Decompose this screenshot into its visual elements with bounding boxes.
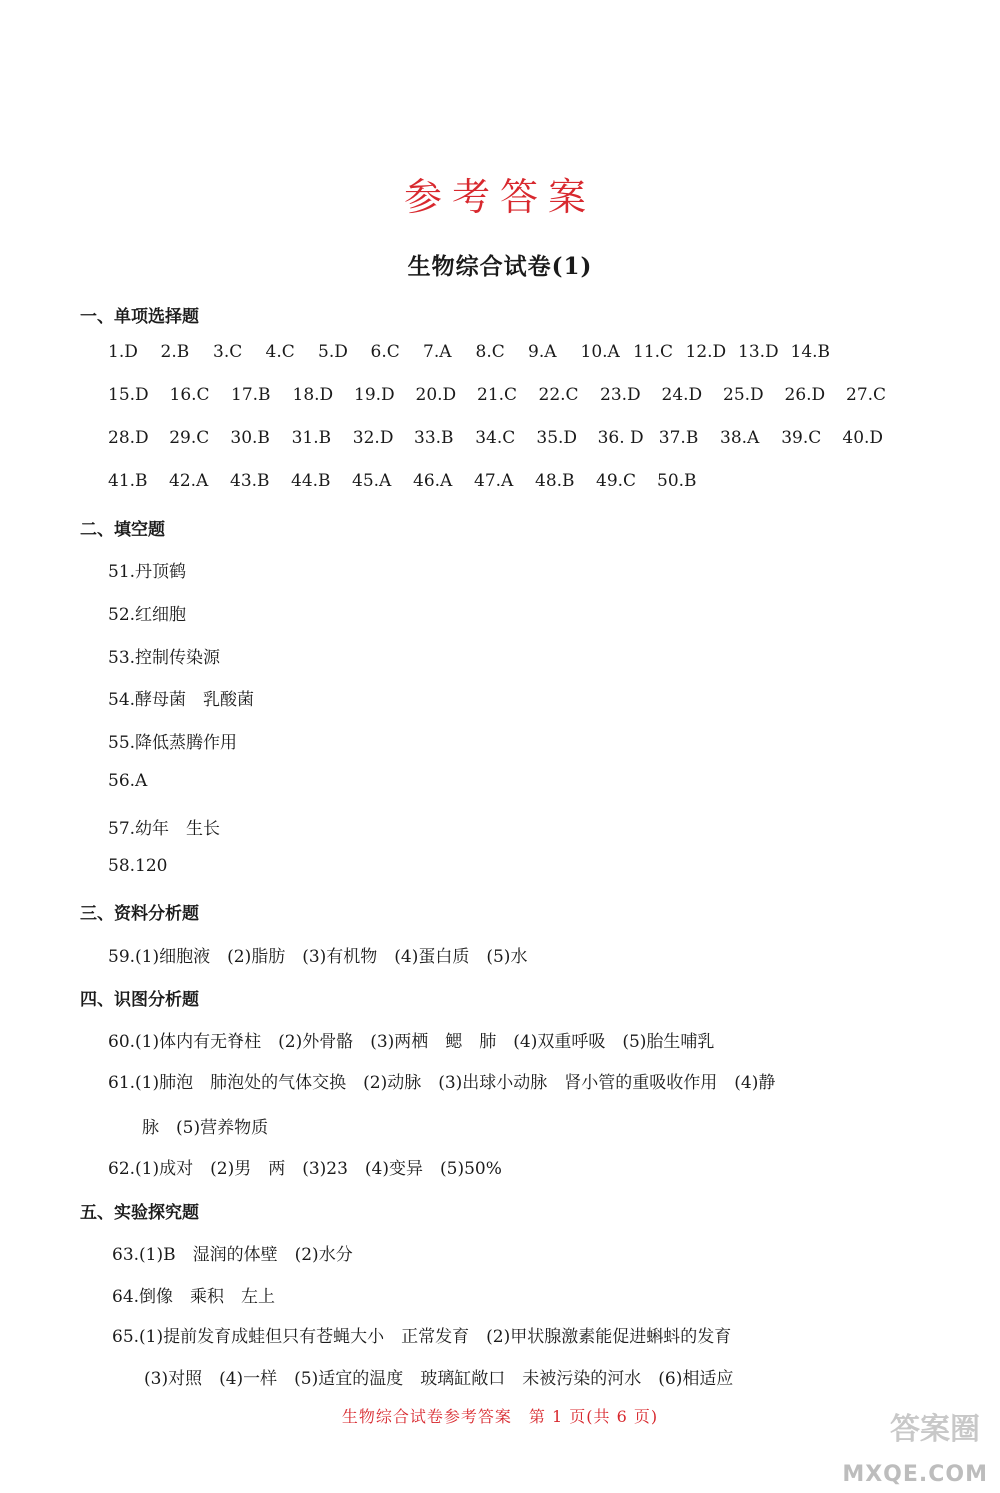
answer-line: 51.丹顶鹤	[108, 562, 187, 582]
choice-answer: 10.A	[580, 342, 620, 362]
answer-line: 65.(1)提前发育成蛙但只有苍蝇大小 正常发育 (2)甲状腺激素能促进蝌蚪的发育	[112, 1327, 732, 1347]
choice-answer: 4.C	[265, 342, 295, 362]
watermark-logo: 答案圈	[890, 1412, 980, 1447]
choice-answer: 49.C	[596, 471, 637, 491]
choice-answer: 38.A	[720, 428, 760, 448]
choice-answer: 43.B	[230, 471, 270, 491]
watermark-url: MXQE.COM	[842, 1462, 988, 1487]
answer-line: 60.(1)体内有无脊柱 (2)外骨骼 (3)两栖 鳃 肺 (4)双重呼吸 (5)胎生哺乳	[108, 1032, 715, 1052]
answer-line: 64.倒像 乘积 左上	[112, 1287, 276, 1307]
section-heading-figure: 四、识图分析题	[80, 990, 199, 1010]
choice-answer: 26.D	[784, 385, 826, 405]
choice-answer: 34.C	[475, 428, 516, 448]
answer-line: 59.(1)细胞液 (2)脂肪 (3)有机物 (4)蛋白质 (5)水	[108, 947, 528, 967]
choice-answer: 33.B	[414, 428, 454, 448]
page-title: 参考答案	[403, 175, 596, 219]
answer-line: 脉 (5)营养物质	[142, 1118, 269, 1138]
choice-answer: 21.C	[477, 385, 518, 405]
section-heading-choice: 一、单项选择题	[80, 307, 199, 327]
answer-line: (3)对照 (4)一样 (5)适宜的温度 玻璃缸敞口 未被污染的河水 (6)相适应	[144, 1369, 734, 1389]
answer-line: 62.(1)成对 (2)男 两 (3)23 (4)变异 (5)50%	[108, 1159, 502, 1179]
answer-line: 61.(1)肺泡 肺泡处的气体交换 (2)动脉 (3)出球小动脉 肾小管的重吸收作用 (4)静	[108, 1073, 776, 1093]
choice-answer: 32.D	[352, 428, 394, 448]
choice-answer: 48.B	[535, 471, 575, 491]
choice-answer: 9.A	[528, 342, 557, 362]
choice-answer: 12.D	[685, 342, 727, 362]
choice-answer: 39.C	[781, 428, 822, 448]
choice-answer: 6.C	[370, 342, 400, 362]
choice-answer: 22.C	[538, 385, 579, 405]
choice-answer: 2.B	[160, 342, 190, 362]
section-heading-analysis: 三、资料分析题	[80, 904, 199, 924]
choice-answer: 50.B	[657, 471, 697, 491]
choice-answer: 3.C	[213, 342, 243, 362]
choice-answer: 14.B	[790, 342, 831, 362]
choice-answer: 5.D	[318, 342, 348, 362]
answer-line: 54.酵母菌 乳酸菌	[108, 690, 255, 710]
choice-answer: 13.D	[738, 342, 779, 362]
choice-answer: 47.A	[474, 471, 514, 491]
answer-line: 58.120	[108, 856, 168, 876]
choice-answer: 20.D	[415, 385, 457, 405]
choice-answer: 11.C	[633, 342, 674, 362]
answer-line: 55.降低蒸腾作用	[108, 733, 238, 753]
choice-answer: 19.D	[354, 385, 395, 405]
section-heading-experiment: 五、实验探究题	[80, 1203, 199, 1223]
choice-answer: 17.B	[231, 385, 271, 405]
choice-answer: 29.C	[169, 428, 210, 448]
page-footer: 生物综合试卷参考答案 第 1 页(共 6 页)	[341, 1407, 659, 1426]
choice-answer: 35.D	[536, 428, 578, 448]
choice-answer: 15.D	[108, 385, 149, 405]
choice-answer: 36. D	[597, 428, 644, 448]
choice-answer: 8.C	[475, 342, 505, 362]
choice-answer: 23.D	[600, 385, 641, 405]
choice-answer: 24.D	[661, 385, 703, 405]
choice-answer: 44.B	[291, 471, 331, 491]
choice-answer: 25.D	[723, 385, 764, 405]
choice-answer: 27.C	[846, 385, 887, 405]
answer-line: 57.幼年 生长	[108, 819, 221, 839]
answer-line: 63.(1)B 湿润的体壁 (2)水分	[112, 1245, 353, 1265]
choice-answer: 16.C	[169, 385, 210, 405]
choice-answer: 28.D	[108, 428, 149, 448]
answer-line: 52.红细胞	[108, 605, 187, 625]
choice-answer: 42.A	[169, 471, 209, 491]
answer-line: 53.控制传染源	[108, 648, 221, 668]
choice-answer: 45.A	[352, 471, 392, 491]
answer-line: 56.A	[108, 771, 148, 791]
choice-answer: 1.D	[108, 342, 138, 362]
section-heading-fill: 二、填空题	[80, 520, 165, 540]
choice-answer: 31.B	[291, 428, 332, 448]
choice-answer: 41.B	[108, 471, 148, 491]
choice-answer: 46.A	[413, 471, 453, 491]
paper-subtitle: 生物综合试卷(1)	[407, 253, 593, 280]
choice-answer: 30.B	[230, 428, 270, 448]
choice-answer: 40.D	[842, 428, 884, 448]
choice-answer: 18.D	[292, 385, 334, 405]
choice-answer: 7.A	[423, 342, 452, 362]
choice-answer: 37.B	[658, 428, 699, 448]
